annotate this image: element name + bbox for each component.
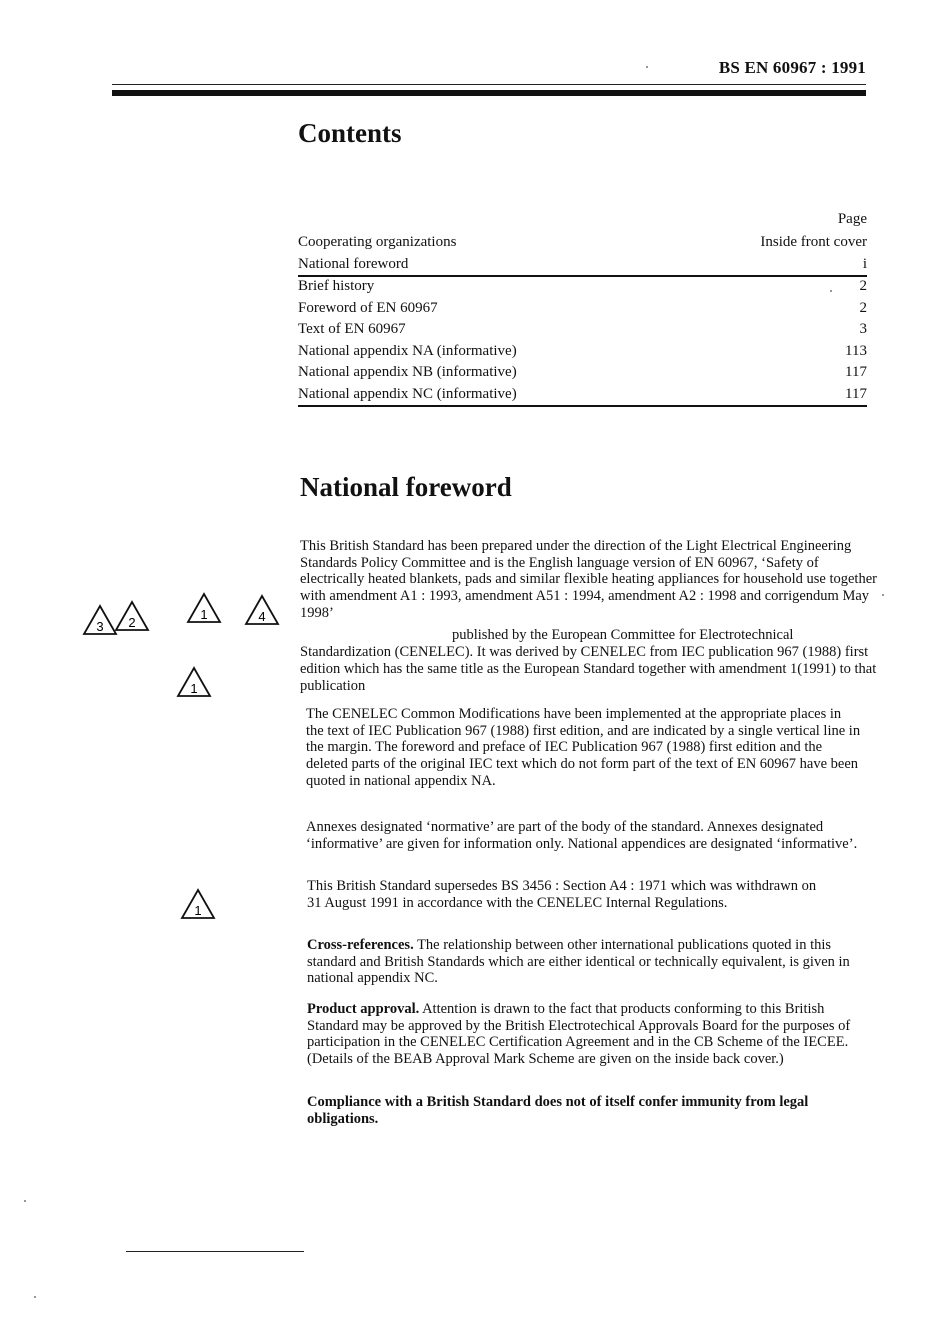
amendment-3-icon — [82, 604, 118, 636]
foreword-paragraph-modifications — [306, 706, 862, 790]
toc-entry-page: 117 — [845, 385, 867, 402]
amendment-number: 4 — [258, 609, 266, 624]
paragraph-text: Standardization (CENELEC). It was derived by CENELEC from IEC publication 967 (1988) first edition which has the same title as the European Standard together with amendment 1(1991) to that publication — [300, 644, 877, 694]
paragraph-text: The relationship between other international publications quoted in this standard and British Standards which are either identical or technically equivalent, is given in national appendix NC. — [307, 937, 850, 987]
scan-speck — [24, 1200, 26, 1202]
toc-row[interactable] — [298, 298, 867, 320]
amendment-number: 1 — [190, 681, 198, 696]
footnote-rule — [126, 1251, 304, 1252]
toc-entry-title: Cooperating organizations — [298, 234, 457, 250]
foreword-paragraph-intro-continued — [300, 627, 890, 695]
foreword-paragraph-cross-references — [307, 937, 852, 987]
amendment-4-icon — [244, 594, 280, 626]
foreword-paragraph-supersedes — [307, 878, 827, 911]
toc-entry-title: Text of EN 60967 — [298, 321, 406, 337]
paragraph-text: Attention is drawn to the fact that products conforming to this British Standard may be approved by the British Electrotechical Approvals Board for the purposes of participation in the CENELEC Certification Agreement and in the CB Scheme of the IECEE. (Details of the BEAB Approval Mark Scheme are given on the inside back cover.) — [307, 1001, 851, 1068]
contents-title: Contents — [298, 118, 402, 148]
header-rule-thick — [112, 90, 866, 96]
paragraph-text: Annexes designated ‘normative’ are part of the body of the standard. Annexes designated ‘informative’ are given for information only. National appendices are designated ‘informative’. — [306, 819, 858, 852]
amendment-number: 3 — [96, 619, 104, 634]
header-rule-thin — [112, 84, 866, 85]
paragraph-text: This British Standard has been prepared under the direction of the Light Electrical Engineering Standards Policy Committee and is the English language version of EN 60967, ‘Safety of electrically heated blankets, pads and similar flexible heating appliances for household use together with amendment A1 : 1993, amendment A51 : 1994, amendment A2 : 1998 and corrigendum May 1998’ — [300, 538, 877, 621]
toc-entry-page: Inside front cover — [760, 234, 867, 250]
paragraph-text: The CENELEC Common Modifications have been implemented at the appropriate places in the text of IEC Publication 967 (1988) first edition, and are indicated by a single vertical line in the margin. The foreword and preface of IEC Publication 967 (1988) first edition and the deleted parts of the original IEC text which do not form part of the text of EN 60967 have been quoted in national appendix NA. — [306, 706, 861, 789]
toc-entry-page: 2 — [859, 299, 867, 316]
toc-entry-page: 2 — [859, 278, 867, 294]
page-column-heading: Page — [837, 211, 867, 227]
toc-entry-title: National appendix NB (informative) — [298, 364, 517, 380]
toc-entry-title: Brief history — [298, 278, 375, 294]
amendment-number: 2 — [128, 615, 136, 630]
toc-row[interactable] — [298, 384, 867, 406]
amendment-number: 1 — [200, 607, 208, 622]
contents-list — [298, 276, 867, 405]
contents-bottom-rule — [298, 405, 867, 407]
toc-row[interactable] — [298, 362, 867, 384]
foreword-paragraph-compliance — [307, 1094, 847, 1127]
scan-speck — [34, 1296, 36, 1298]
toc-row[interactable] — [298, 254, 867, 276]
foreword-paragraph-product-approval — [307, 1001, 873, 1068]
toc-entry-title: National appendix NA (informative) — [298, 342, 517, 359]
amendment-1-icon — [176, 666, 212, 698]
foreword-paragraph-annexes — [306, 819, 872, 852]
paragraph-text: This British Standard supersedes BS 3456 : Section A4 : 1971 which was withdrawn on 31 August 1991 in accordance with the CENELEC Internal Regulations. — [307, 878, 817, 911]
contents-top-list — [298, 232, 867, 275]
amendment-1-icon — [186, 592, 222, 624]
scan-speck — [882, 594, 884, 596]
foreword-paragraph-intro — [300, 538, 884, 622]
toc-row[interactable] — [298, 232, 867, 254]
toc-entry-title: National foreword — [298, 255, 409, 272]
toc-entry-page: 117 — [845, 364, 867, 380]
toc-row[interactable] — [298, 341, 867, 363]
scan-speck — [830, 290, 832, 292]
toc-row[interactable] — [298, 319, 867, 341]
toc-entry-page: 113 — [845, 342, 867, 359]
toc-entry-title: National appendix NC (informative) — [298, 385, 517, 402]
toc-entry-page: 3 — [859, 321, 867, 337]
amendment-2-icon — [114, 600, 150, 632]
paragraph-lead: Product approval. — [307, 1001, 420, 1017]
paragraph-text: Compliance with a British Standard does not of itself confer immunity from legal obligations. — [307, 1094, 809, 1127]
paragraph-text: published by the European Committee for Electrotechnical — [452, 627, 794, 643]
toc-entry-title: Foreword of EN 60967 — [298, 299, 438, 316]
national-foreword-title: National foreword — [300, 472, 512, 502]
scan-speck — [646, 66, 648, 68]
document-id: BS EN 60967 : 1991 — [718, 58, 866, 77]
toc-entry-page: i — [862, 255, 867, 272]
paragraph-lead: Cross-references. — [307, 937, 414, 953]
amendment-1-icon — [180, 888, 216, 920]
amendment-number: 1 — [194, 903, 202, 918]
toc-row[interactable] — [298, 276, 867, 298]
